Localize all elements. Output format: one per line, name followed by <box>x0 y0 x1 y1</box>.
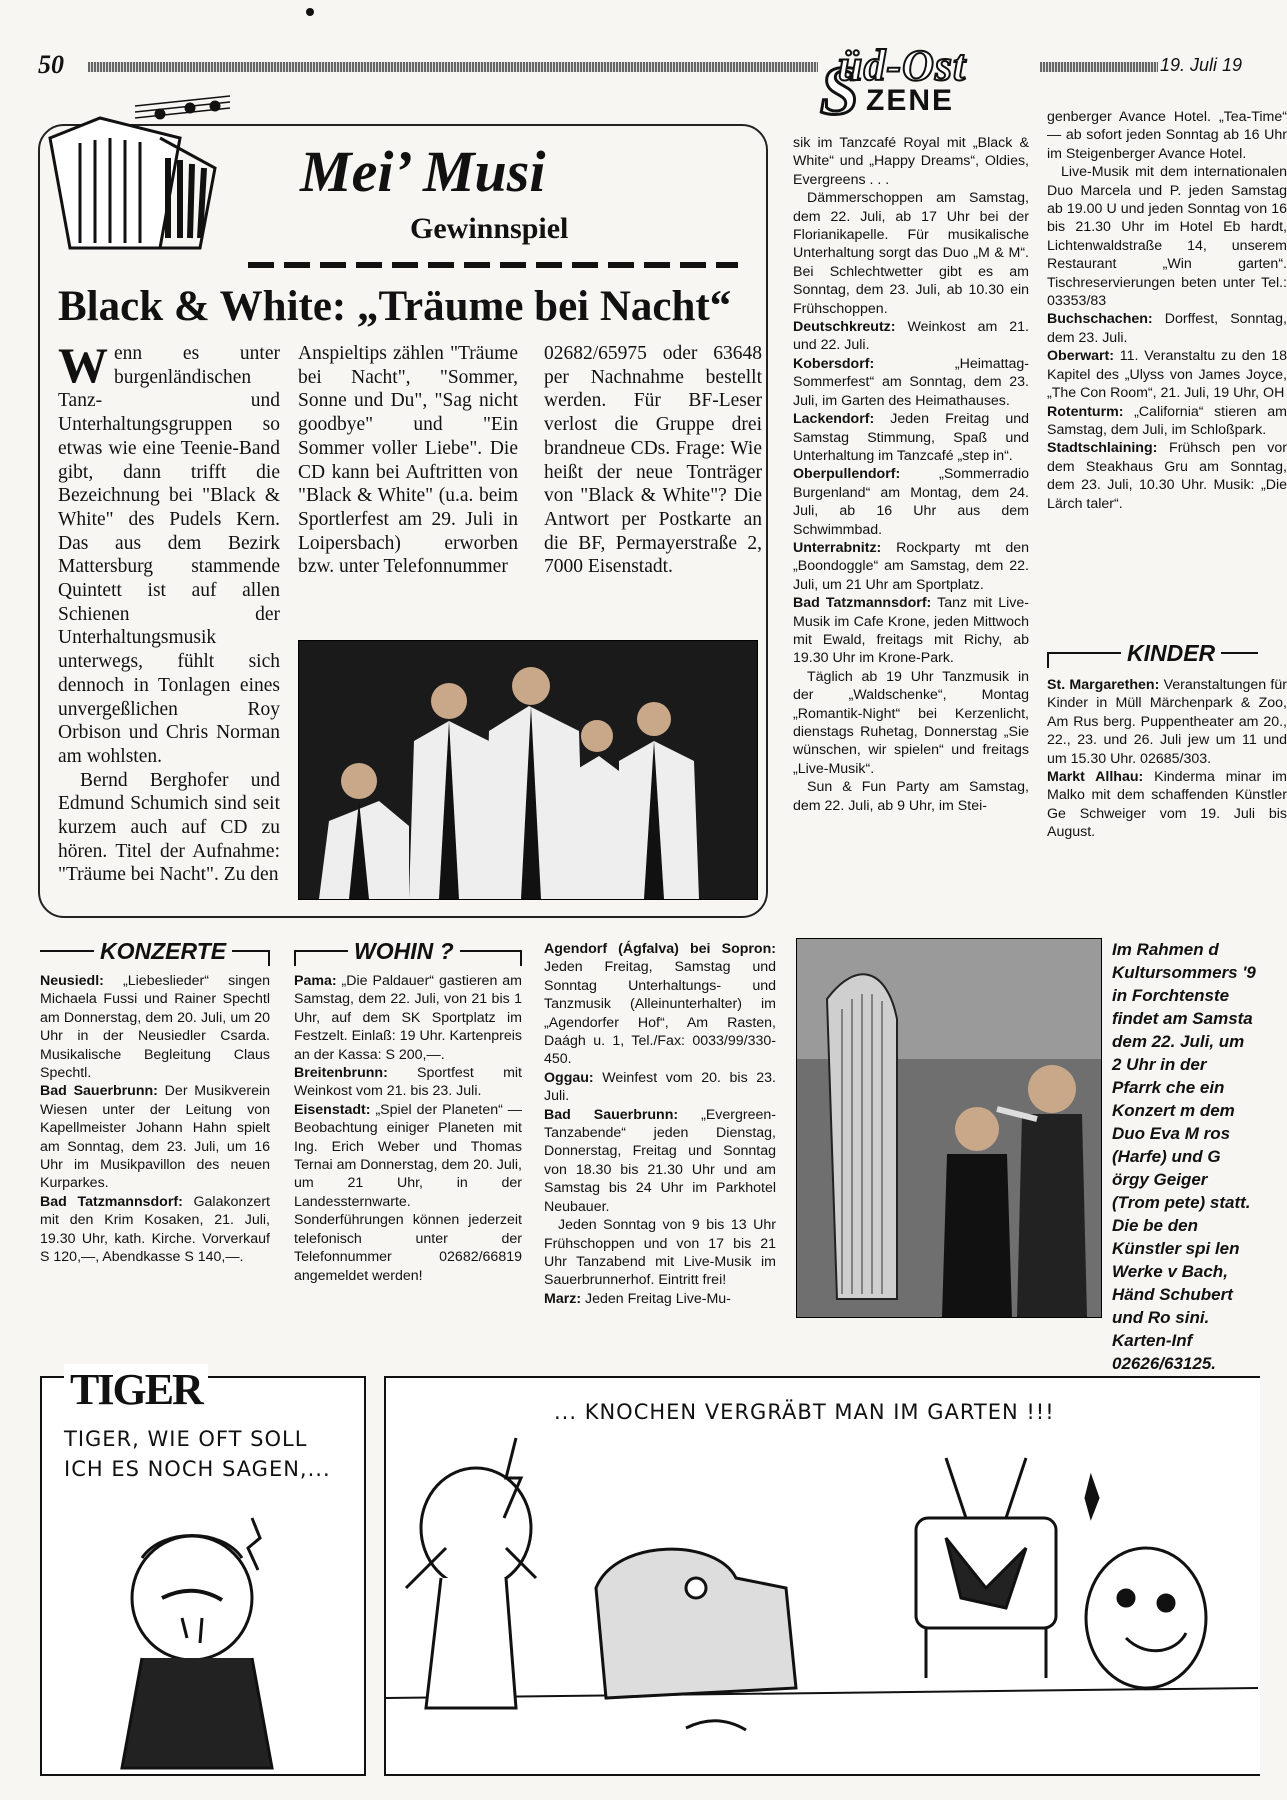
wohin-listings <box>294 972 522 1342</box>
listing-item: Pama: „Die Paldauer“ gastieren am Samstag, dem 22. Juli, von 21 bis 1 Uhr, auf dem SK Sportplatz im Festzelt. Einlaß: 19 Uhr. Kartenpreis an der Kassa: S 200,—. <box>294 973 522 1063</box>
col1-text: enn es unter burgenländischen Tanz- und Unterhaltungsgruppen so etwas wie eine Teenie-Band gibt, dann trifft die Bezeichnung bei "Black & White" des Pudels Kern. Das aus dem Bezirk Mattersburg stammende Quintett ist auf allen Schienen der Unterhaltungsmusik unterwegs, fühlt sich dennoch in Tonlagen eines unvergeßlichen Roy Orbison und Chris Norman am wohlsten. <box>58 343 280 767</box>
comic-character-crying <box>102 1508 302 1768</box>
logo-line2: ZENE <box>866 84 955 117</box>
comic-panel-1 <box>40 1365 366 1776</box>
header-rule <box>88 62 818 72</box>
listing-item: Buchschachen: Dorffest, Sonntag, dem 23. Juli. <box>1047 311 1287 346</box>
header-rule-right <box>1040 62 1158 72</box>
listing-item: Täglich ab 19 Uhr Tanzmusik in der „Waldschenke“, Montag „Romantik-Night“ bei Kerzenlicht, dienstags Ruhetag, Donnerstag „Sie wünschen, wir spielen“ und freitags „Live-Musik“. <box>793 668 1029 777</box>
page-number: 50 <box>38 50 64 79</box>
comic-scene <box>386 1438 1258 1768</box>
listing-item: Marz: Jeden Freitag Live-Mu- <box>544 1290 731 1307</box>
listing-item: Stadtschlaining: Frühsch pen vor dem Steakhaus Gru am Sonntag, dem 23. Juli, 10.30 Uhr. Musik: „Die Lärch taler“. <box>1047 440 1287 512</box>
far-right-column <box>1047 108 1287 638</box>
wohin-label: WOHIN ? <box>348 938 460 964</box>
accordion-illustration <box>40 98 250 258</box>
comic-speech-2: ... KNOCHEN VERGRÄBT MAN IM GARTEN !!! <box>554 1400 1055 1424</box>
listing-item: Bad Sauerbrunn: „Evergreen-Tanzabende“ jeden Dienstag, Donnerstag, Freitag und Sonntag von 18.30 bis 21.30 Uhr und am Samstag bis 24 Uhr im Parkhotel Neubauer. <box>544 1106 776 1215</box>
listing-item: Kobersdorf: „Heimattag-Sommerfest“ am Sonntag, dem 23. Juli, im Garten des Heimathauses. <box>793 355 1029 409</box>
listing-item: Eisenstadt: „Spiel der Planeten“ — Beobachtung einiger Planeten mit Ing. Erich Weber und Thomas Ternai am Donnerstag, dem 20. Juli, um 21 Uhr, in der Landessternwarte. Sonderführungen können jederzeit telefonisch unter der Telefonnummer 02682/66819 angemeldet werden! <box>294 1101 522 1284</box>
feature-headline: Black & White: „Träume bei Nacht“ <box>58 283 732 330</box>
kinder-header <box>1047 640 1258 668</box>
listing-item: Markt Allhau: Kinderma minar im Malko mit dem schaffenden Künstler Ge Schweiger vom 19. Juli bis August. <box>1047 769 1287 841</box>
listing-item: Live-Musik mit dem internationalen Duo Marcela und P. jeden Samstag ab 19.00 U und jeden Sonntag von 16 bis 21.30 Uhr im Hotel Eb hardt, Lichtenwaldstraße 14, unserem Restaurant „Win garten“. Tischreservierungen beten unter Tel.: 03353/83 <box>1047 164 1287 310</box>
col1b-text: Bernd Berghofer und Edmund Schumich sind seit kurzem auch auf CD zu hören. Titel der Aufnahme: "Träume bei Nacht". Zu den <box>58 769 280 886</box>
listing-item: Oggau: Weinfest vom 20. bis 23. Juli. <box>544 1069 776 1105</box>
kinder-label: KINDER <box>1121 640 1221 666</box>
concert-photo <box>796 938 1102 1318</box>
listing-item: Rotenturm: „California“ stieren am Samstag, dem Juli, im Schloßpark. <box>1047 403 1287 438</box>
dash-rule <box>248 262 738 268</box>
comic-speech-1: TIGER, WIE OFT SOLL ICH ES NOCH SAGEN,... <box>64 1427 331 1481</box>
listing-item: Breitenbrunn: Sportfest mit Weinkost vom 21. bis 23. Juli. <box>294 1065 522 1100</box>
concert-photo-image <box>797 939 1101 1317</box>
section-logo <box>820 41 1038 130</box>
listing-item: genberger Avance Hotel. „Tea-Time“ — ab sofort jeden Sonntag ab 16 Uhr im Steigenberger Avance Hotel. <box>1047 109 1287 162</box>
listing-item: Jeden Sonntag von 9 bis 13 Uhr Frühschoppen und von 17 bis 21 Uhr Tanzabend mit Live-Musik im Sauerbrunnerhof. Eintritt frei! <box>544 1217 776 1289</box>
band-photo <box>298 640 758 900</box>
listing-item: Dämmerschoppen am Samstag, dem 22. Juli, ab 17 Uhr bei der Florianikapelle. Für musikalische Unterhaltung sorgt das Duo „M & M“. Bei Schlechtwetter gibt es am Sonntag, dem 23. Juli, ab 10.30 ein Frühschoppen. <box>793 190 1029 317</box>
feature-title: Mei’ Musi <box>300 139 546 204</box>
listing-item: Neusiedl: „Liebeslieder“ singen Michaela Fussi und Rainer Spechtl am Donnerstag, dem 20. Juli, um 20 Uhr in der Neusiedler Csarda. Musikalische Begleitung Claus Spechtl. <box>40 973 270 1082</box>
band-photo-image <box>299 641 757 899</box>
feature-subtitle: Gewinnspiel <box>410 212 569 245</box>
drop-cap: W <box>58 337 108 393</box>
konzerte-label: KONZERTE <box>94 938 232 964</box>
listing-item: Bad Tatzmannsdorf: Tanz mit Live-Musik im Cafe Krone, jeden Mittwoch mit Ewald, freitags mit Richy, ab 19.30 Uhr im Krone-Park. <box>793 595 1029 667</box>
listing-item: Oberwart: 11. Veranstaltu zu den 18 Kapitel des „Ulyss von James Joyce, „The Con Room“, 21. Juli, 19 Uhr, OH <box>1047 348 1287 402</box>
konzerte-header <box>40 938 270 966</box>
listing-item: sik im Tanzcafé Royal mit „Black & White“ und „Happy Dreams“, Oldies, Evergreens . . . <box>793 135 1029 188</box>
column-3-listings <box>544 940 776 1340</box>
listing-item: Unterrabnitz: Rockparty mt den „Boondoggle“ am Samstag, dem 22. Juli, um 21 Uhr am Sportplatz. <box>793 539 1029 593</box>
listing-item: Agendorf (Ágfalva) bei Sopron: Jeden Freitag, Samstag und Sonntag Unterhaltungs- und Tanzmusik (Alleinunterhalter) im „Agendorfer Hof“, Am Rasten, Daágh u. 1, Tel./Fax: 0033/99/330-450. <box>544 941 776 1068</box>
photo-caption: Im Rahmen d Kultursommers '9 in Forchtenste findet am Samsta dem 22. Juli, um 2 Uhr in der Pfarrk che ein Konzert m dem Duo Eva M ros (Harfe) und G örgy Geiger (Trom pete) statt. Die be den Künstler spi len Werke v Bach, Händ Schubert und Ro sini. Karten-Inf 02626/63125. <box>1112 940 1256 1373</box>
listing-item: St. Margarethen: Veranstaltungen für Kinder in Müll Märchenpark & Zoo, Am Rus berg. Puppentheater am 20., 22., 23. und 26. Juli jew um 11 und um 15.30 Uhr. 02685/303. <box>1047 677 1287 767</box>
print-mark <box>306 8 314 16</box>
listing-item: Bad Tatzmannsdorf: Galakonzert mit den Krim Kosaken, 21. Juli, 19.30 Uhr, kath. Kirche. Vorverkauf S 120,—, Abendkasse S 140,—. <box>40 1193 270 1266</box>
listing-item: Bad Sauerbrunn: Der Musikverein Wiesen unter der Leitung von Kapellmeister Johann Hahn spielt am Sonntag, dem 23. Juli, um 16 Uhr im Musikpavillon des neuen Kurparkes. <box>40 1083 271 1192</box>
right-column-listings <box>793 134 1029 924</box>
wohin-header <box>294 938 522 966</box>
logo-line1: üd-Ost <box>838 41 967 90</box>
listing-item: Oberpullendorf: „Sommerradio Burgenland“ am Montag, dem 24. Juli, ab 16 Uhr aus dem Schwimmbad. <box>793 466 1029 538</box>
comic-title: TIGER <box>64 1364 208 1415</box>
listing-item: Lackendorf: Jeden Freitag und Samstag Stimmung, Spaß und Unterhaltung im Tanzcafé „step in“. <box>793 411 1029 464</box>
feature-column-1 <box>58 337 280 886</box>
kinder-listings <box>1047 676 1287 926</box>
feature-column-3: 02682/65975 oder 63648 per Nachnahme bestellt werden. Für BF-Leser verlost die Gruppe drei brandneue CDs. Frage: Wie heißt der neue Tonträger von "Black & White"? Die Antwort per Postkarte an die BF, Permayerstraße 2, 7000 Eisenstadt. <box>544 343 762 578</box>
konzerte-listings <box>40 972 270 1327</box>
listing-item: Deutschkreutz: Weinkost am 21. und 22. Juli. <box>793 319 1029 354</box>
comic-panel-2 <box>384 1376 1260 1776</box>
listing-item: Sun & Fun Party am Samstag, dem 22. Juli, ab 9 Uhr, im Stei- <box>793 779 1029 814</box>
issue-date: 19. Juli 19 <box>1160 55 1243 75</box>
logo-s: S <box>820 53 859 130</box>
feature-column-2: Anspieltips zählen "Träume bei Nacht", "Sommer, Sonne und Du", "Sag nicht goodbye" und "Ein Sommer voller Liebe". Die CD kann bei Auftritten von "Black & White" (u.a. beim Sportlerfest am 29. Juli in Loipersbach) erworben bzw. unter Telefonnummer <box>298 343 518 578</box>
